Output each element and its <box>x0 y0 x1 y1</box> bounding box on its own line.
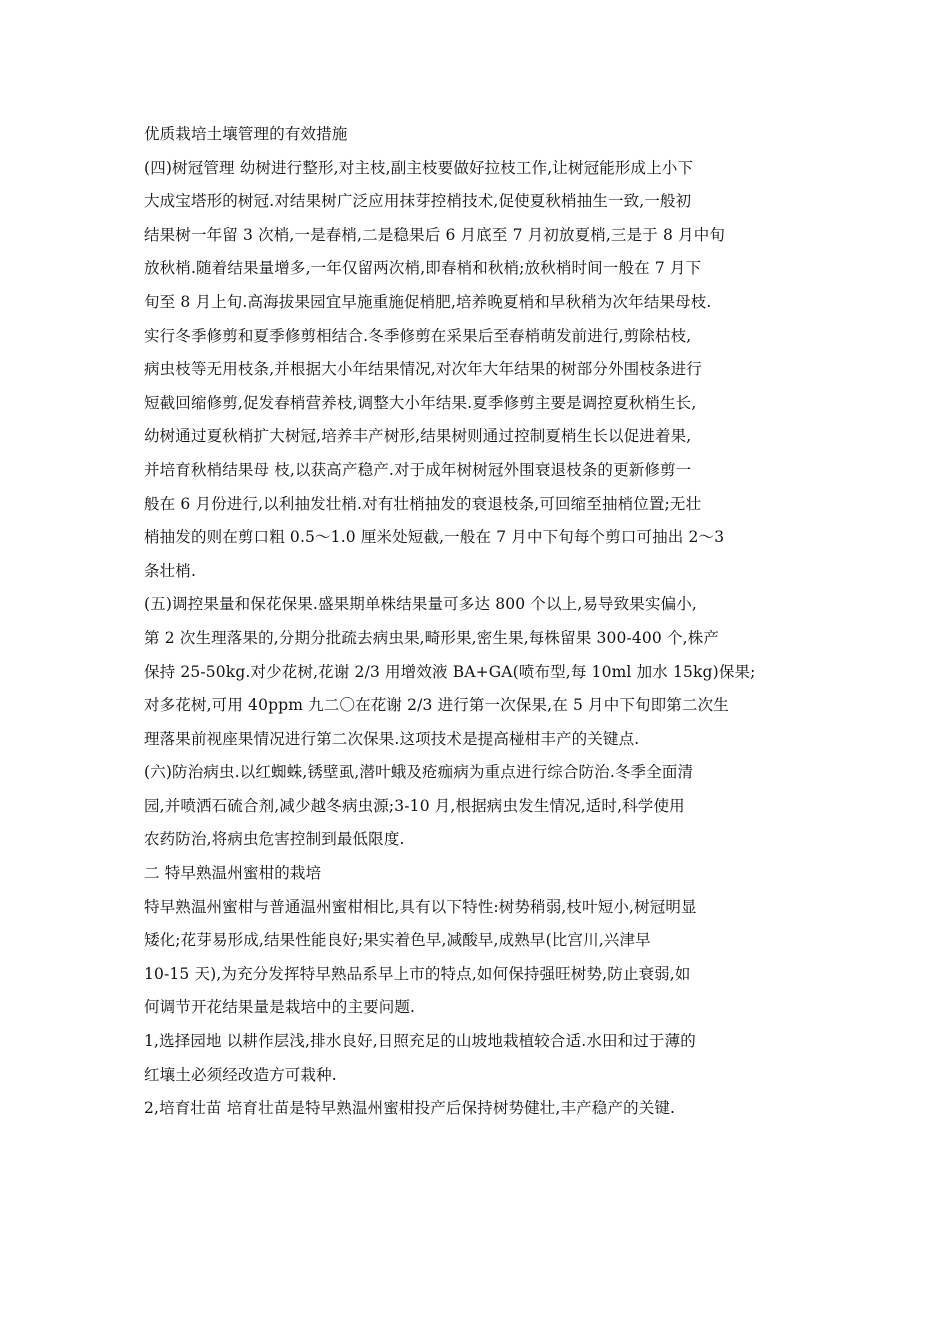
paragraph-line: 园,并喷洒石硫合剂,减少越冬病虫源;3-10 月,根据病虫发生情况,适时,科学使用 <box>144 796 685 815</box>
paragraph-line: 旬至 8 月上旬.高海拔果园宜早施重施促梢肥,培养晚夏梢和早秋稍为次年结果母枝. <box>144 292 712 311</box>
paragraph-line: 病虫枝等无用枝条,并根据大小年结果情况,对次年大年结果的树部分外围枝条进行 <box>144 360 702 379</box>
paragraph-line: 大成宝塔形的树冠.对结果树广泛应用抹芽控梢技术,促使夏秋梢抽生一致,一般初 <box>144 192 692 211</box>
paragraph-line: 条壮梢. <box>144 561 197 580</box>
document-body <box>144 118 824 1126</box>
paragraph-line: 1,选择园地 以耕作层浅,排水良好,日照充足的山坡地栽植较合适.水田和过于薄的 <box>144 1032 696 1051</box>
paragraph-line: 结果树一年留 3 次梢,一是春梢,二是稳果后 6 月底至 7 月初放夏梢,三是于 8 月中旬 <box>144 225 726 244</box>
paragraph-line: 特早熟温州蜜柑与普通温州蜜柑相比,具有以下特性:树势稍弱,枝叶短小,树冠明显 <box>144 897 697 916</box>
paragraph-line: 实行冬季修剪和夏季修剪相结合.冬季修剪在采果后至春梢萌发前进行,剪除枯枝, <box>144 326 692 345</box>
paragraph-line: 梢抽发的则在剪口粗 0.5～1.0 厘米处短截,一般在 7 月中下旬每个剪口可抽出 2～3 <box>144 528 725 547</box>
paragraph-line: 10-15 天),为充分发挥特早熟品系早上市的特点,如何保持强旺树势,防止衰弱,如 <box>144 964 691 983</box>
paragraph-line: 2,培育壮苗 培育壮苗是特早熟温州蜜柑投产后保持树势健壮,丰产稳产的关键. <box>144 1099 676 1118</box>
paragraph-line: (四)树冠管理 幼树进行整形,对主枝,副主枝要做好拉枝工作,让树冠能形成上小下 <box>144 158 694 177</box>
section-title: 优质栽培土壤管理的有效措施 <box>144 125 348 143</box>
paragraph-line: 般在 6 月份进行,以利抽发壮梢.对有壮梢抽发的衰退枝条,可回缩至抽梢位置;无壮 <box>144 494 702 513</box>
paragraph-line: (六)防治病虫.以红蜘蛛,锈壁虱,潜叶蛾及疮痂病为重点进行综合防治.冬季全面清 <box>144 763 694 782</box>
paragraph-line: 何调节开花结果量是栽培中的主要问题. <box>144 998 416 1017</box>
paragraph-line: 农药防治,将病虫危害控制到最低限度. <box>144 830 405 849</box>
paragraph-line: 并培育秋梢结果母 枝,以获高产稳产.对于成年树树冠外围衰退枝条的更新修剪一 <box>144 460 692 479</box>
paragraph-line: 幼树通过夏秋梢扩大树冠,培养丰产树形,结果树则通过控制夏梢生长以促进着果, <box>144 427 692 446</box>
paragraph-line: 第 2 次生理落果的,分期分批疏去病虫果,畸形果,密生果,每株留果 300-400 个,株产 <box>144 628 720 647</box>
paragraph-line: 红壤土必须经改造方可栽种. <box>144 1065 337 1084</box>
paragraph-line: 对多花树,可用 40ppm 九二〇在花谢 2/3 进行第一次保果,在 5 月中下旬即第二次生 <box>144 696 729 715</box>
paragraph-line: 矮化;花芽易形成,结果性能良好;果实着色早,减酸早,成熟早(比宫川,兴津早 <box>144 931 651 950</box>
paragraph-line: 放秋梢.随着结果量增多,一年仅留两次梢,即春梢和秋梢;放秋梢时间一般在 7 月下 <box>144 259 702 278</box>
paragraph-line: 理落果前视座果情况进行第二次保果.这项技术是提高椪柑丰产的关键点. <box>144 729 640 748</box>
paragraph-line: 短截回缩修剪,促发春梢营养枝,调整大小年结果.夏季修剪主要是调控夏秋梢生长, <box>144 393 697 412</box>
paragraph-line: 保持 25-50kg.对少花树,花谢 2/3 用增效液 BA+GA(喷布型,每 10ml 加水 15kg)保果; <box>144 662 756 681</box>
paragraph-line: (五)调控果量和保花保果.盛果期单株结果量可多达 800 个以上,易导致果实偏小, <box>144 595 697 614</box>
section-heading: 二 特早熟温州蜜柑的栽培 <box>144 864 322 883</box>
